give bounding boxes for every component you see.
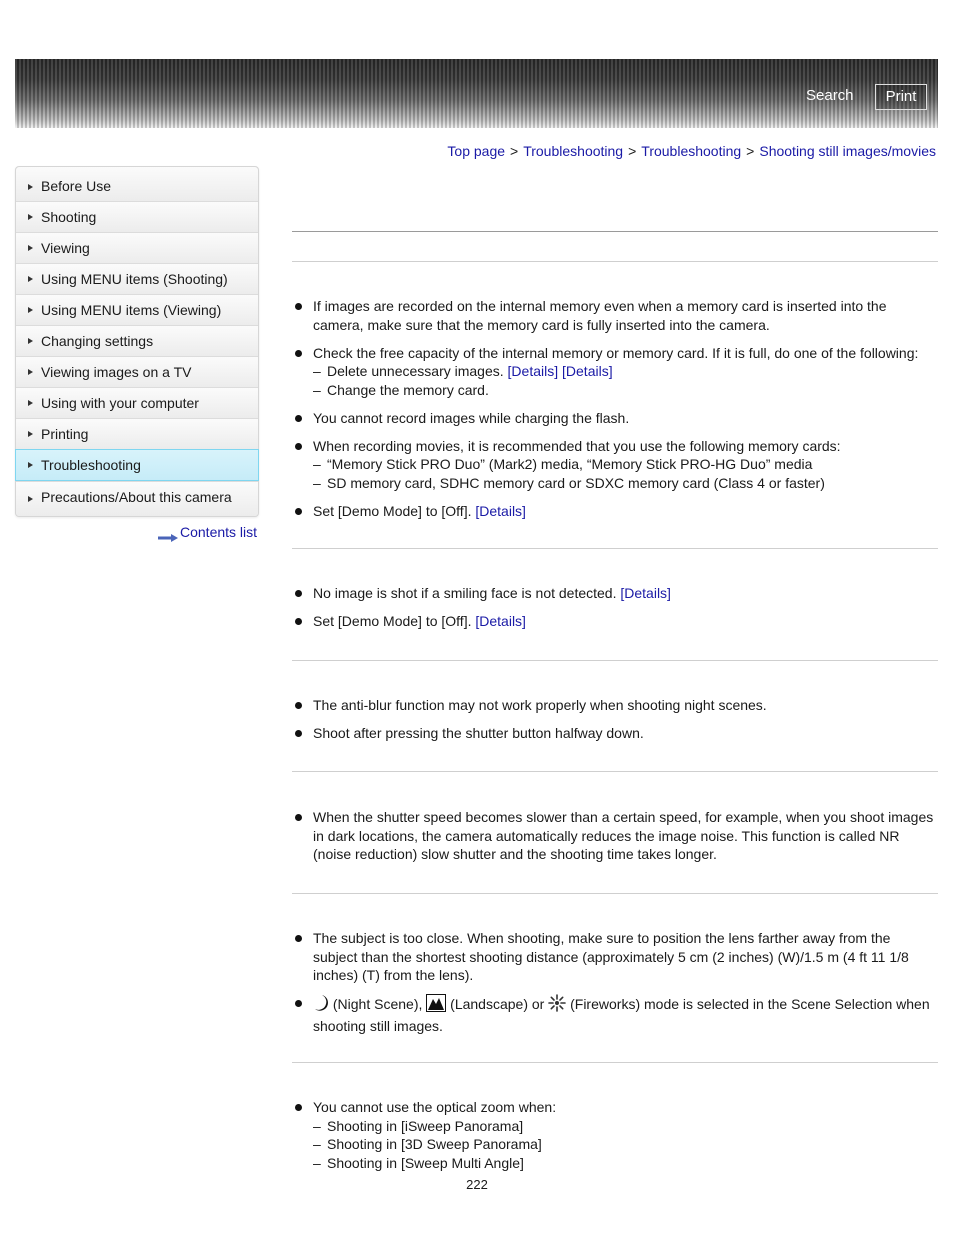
section-list [292,808,938,873]
list-item: When recording movies, it is recommended that you use the following memory cards: – “Memory Stick PRO Duo” (Mark2) media, “Memory Stick PRO-HG Duo” media – SD memory card, SDHC memory card or SDXC memory card (Class 4 or faster) [292,437,938,493]
section-divider [292,1062,938,1063]
details-link[interactable]: [Details] [507,363,559,379]
list-item: The anti-blur function may not work properly when shooting night scenes. [292,696,938,715]
sidebar-item-printing[interactable]: Printing [16,418,258,449]
page-number: 222 [466,1177,488,1192]
sidebar-item-viewing-tv[interactable]: Viewing images on a TV [16,356,258,387]
triangle-right-icon [28,462,33,468]
triangle-right-icon [28,369,33,375]
breadcrumb: Top page > Troubleshooting > Troubleshooting > Shooting still images/movies [447,143,936,159]
section-list [292,584,938,640]
list-item: Set [Demo Mode] to [Off]. [Details] [292,612,938,631]
list-item: Shoot after pressing the shutter button halfway down. [292,724,938,743]
section-list [292,696,938,752]
section-divider [292,548,938,549]
sub-item: – Shooting in [Sweep Multi Angle] [313,1154,938,1173]
section-divider [292,771,938,772]
details-link[interactable]: [Details] [562,363,613,379]
sidebar-item-viewing[interactable]: Viewing [16,232,258,263]
list-item: Set [Demo Mode] to [Off]. [Details] [292,502,938,521]
breadcrumb-top-page[interactable]: Top page [447,143,506,159]
breadcrumb-shooting[interactable]: Shooting still images/movies [759,143,936,159]
details-link[interactable]: [Details] [475,613,526,629]
contents-list-link[interactable]: Contents list [158,524,257,540]
header-bar [15,59,938,128]
section-list [292,929,938,1045]
sidebar-item-menu-shooting[interactable]: Using MENU items (Shooting) [16,263,258,294]
sidebar-item-menu-viewing[interactable]: Using MENU items (Viewing) [16,294,258,325]
breadcrumb-troubleshooting-1[interactable]: Troubleshooting [523,143,624,159]
list-item: When the shutter speed becomes slower than a certain speed, for example, when you shoot images in dark locations, the camera automatically reduces the image noise. This function is called NR (noise reduction) slow shutter and the shooting time takes longer. [292,808,938,864]
sidebar-item-precautions[interactable]: Precautions/About this camera [16,481,258,516]
sidebar-nav [15,166,259,517]
sub-item: – Change the memory card. [313,381,938,400]
sub-item: – Shooting in [3D Sweep Panorama] [313,1135,938,1154]
section-divider [292,261,938,262]
section-list [292,1098,938,1182]
search-button[interactable]: Search [806,87,854,104]
triangle-right-icon [28,338,33,344]
sidebar-item-troubleshooting[interactable]: Troubleshooting [15,449,259,481]
list-item: (Night Scene), (Landscape) or (Fireworks) mode is selected in the Scene Selection when shooting still images. [292,994,938,1035]
sub-item: – SD memory card, SDHC memory card or SDXC memory card (Class 4 or faster) [313,474,938,493]
section-divider [292,893,938,894]
arrow-right-icon [158,529,178,537]
list-item: If images are recorded on the internal memory even when a memory card is inserted into the camera, make sure that the memory card is fully inserted into the camera. [292,297,938,334]
list-item: Check the free capacity of the internal memory or memory card. If it is full, do one of the following: – Delete unnecessary images. [Details] [Details] – Change the memory card. [292,344,938,400]
sub-item: – Delete unnecessary images. [Details] [Details] [313,362,938,381]
sidebar-item-shooting[interactable]: Shooting [16,201,258,232]
sidebar-item-before-use[interactable]: Before Use [16,167,258,201]
breadcrumb-troubleshooting-2[interactable]: Troubleshooting [641,143,742,159]
fireworks-icon [548,994,566,1017]
sub-item: – “Memory Stick PRO Duo” (Mark2) media, “Memory Stick PRO-HG Duo” media [313,455,938,474]
sub-item: – Shooting in [iSweep Panorama] [313,1117,938,1136]
details-link[interactable]: [Details] [620,585,671,601]
section-divider [292,660,938,661]
list-item: You cannot record images while charging the flash. [292,409,938,428]
sidebar-item-changing-settings[interactable]: Changing settings [16,325,258,356]
triangle-right-icon [28,400,33,406]
night-scene-icon [313,994,329,1017]
title-divider [292,231,938,232]
triangle-right-icon [28,276,33,282]
list-item: You cannot use the optical zoom when: – Shooting in [iSweep Panorama] – Shooting in [3D Sweep Panorama] – Shooting in [Sweep Multi Angle] [292,1098,938,1172]
triangle-right-icon [28,214,33,220]
sidebar-item-computer[interactable]: Using with your computer [16,387,258,418]
list-item: No image is shot if a smiling face is not detected. [Details] [292,584,938,603]
triangle-right-icon [28,431,33,437]
landscape-icon [426,994,446,1017]
section-list [292,297,938,530]
triangle-right-icon [28,307,33,313]
list-item: The subject is too close. When shooting, make sure to position the lens farther away from the subject than the shortest shooting distance (approximately 5 cm (2 inches) (W)/1.5 m (4 ft 11 1/8 inches) (T) from the lens). [292,929,938,985]
print-button[interactable]: Print [875,84,927,110]
triangle-right-icon [28,184,33,190]
details-link[interactable]: [Details] [475,502,526,519]
triangle-right-icon [28,496,33,502]
triangle-right-icon [28,245,33,251]
